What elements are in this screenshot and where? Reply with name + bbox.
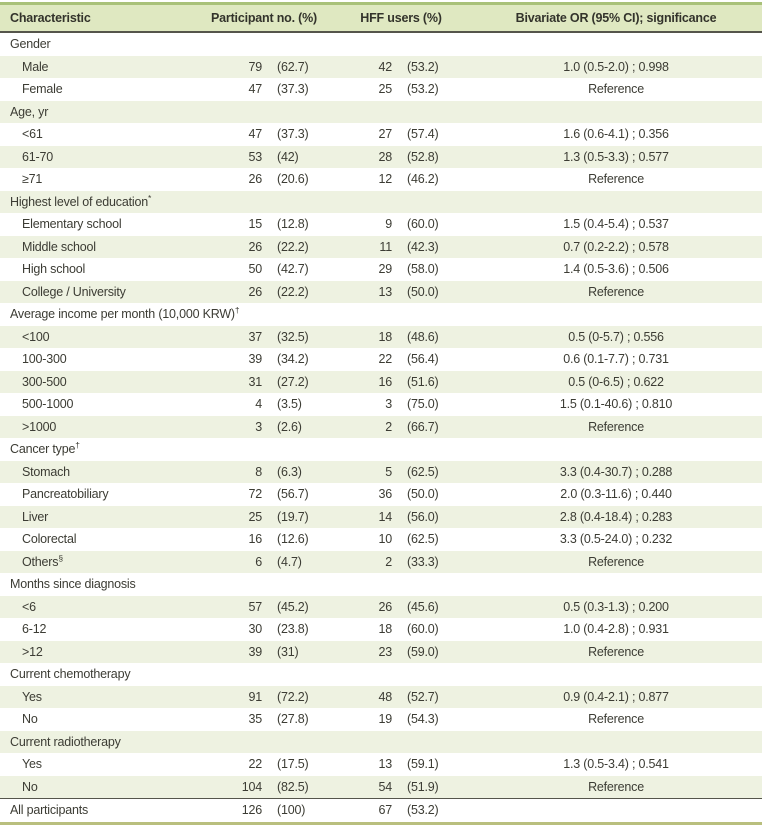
participant-count bbox=[196, 573, 270, 596]
hff-percent: (53.2) bbox=[400, 799, 470, 824]
table-row bbox=[0, 78, 762, 101]
hff-count: 11 bbox=[379, 239, 392, 254]
participant-percent bbox=[270, 731, 332, 754]
participant-percent bbox=[270, 101, 332, 124]
table-row bbox=[0, 641, 762, 664]
row-label: Others§ bbox=[22, 552, 63, 569]
bivariate-or-value: Reference bbox=[588, 284, 644, 299]
table-row bbox=[0, 753, 762, 776]
table-row bbox=[0, 326, 762, 349]
table-row bbox=[0, 506, 762, 529]
participant-count: 50 bbox=[248, 262, 262, 277]
participant-percent: (3.5) bbox=[277, 397, 302, 412]
table-row bbox=[0, 416, 762, 439]
col-header-bivariate-or: Bivariate OR (95% CI); significance bbox=[470, 4, 762, 33]
participant-percent: (6.3) bbox=[277, 464, 302, 479]
bivariate-or-value: Reference bbox=[588, 82, 644, 97]
bivariate-or-value bbox=[470, 731, 762, 754]
participant-percent: (82.5) bbox=[277, 779, 309, 794]
row-label: Highest level of education* bbox=[10, 192, 152, 209]
row-label: Colorectal bbox=[22, 532, 77, 547]
bivariate-or-value: 3.3 (0.5-24.0) ; 0.232 bbox=[559, 532, 673, 547]
row-label: Current chemotherapy bbox=[10, 667, 131, 682]
row-label: No bbox=[22, 779, 38, 794]
hff-count: 54 bbox=[378, 779, 392, 794]
participant-count: 47 bbox=[248, 127, 262, 142]
hff-count: 42 bbox=[378, 59, 392, 74]
participant-count bbox=[196, 191, 270, 214]
hff-count bbox=[332, 438, 400, 461]
table-row bbox=[0, 686, 762, 709]
hff-percent bbox=[400, 573, 470, 596]
hff-count: 27 bbox=[378, 127, 392, 142]
hff-count bbox=[332, 303, 400, 326]
row-label: Female bbox=[22, 82, 63, 97]
hff-count bbox=[332, 191, 400, 214]
table-row bbox=[0, 393, 762, 416]
table-row bbox=[0, 708, 762, 731]
table-row bbox=[0, 371, 762, 394]
participant-count bbox=[196, 731, 270, 754]
category-row bbox=[0, 303, 762, 326]
participant-percent bbox=[270, 438, 332, 461]
participant-count: 126 bbox=[196, 799, 270, 824]
row-label: <6 bbox=[22, 599, 36, 614]
row-label: Age, yr bbox=[10, 104, 49, 119]
participant-percent: (37.3) bbox=[277, 127, 309, 142]
footnote-marker: § bbox=[58, 552, 63, 563]
table-row bbox=[0, 146, 762, 169]
participant-percent: (37.3) bbox=[277, 82, 309, 97]
hff-percent: (42.3) bbox=[407, 239, 439, 254]
hff-percent: (54.3) bbox=[407, 712, 439, 727]
participant-count: 16 bbox=[248, 532, 262, 547]
participant-percent: (72.2) bbox=[277, 689, 309, 704]
hff-percent bbox=[400, 191, 470, 214]
row-label: College / University bbox=[22, 284, 126, 299]
bivariate-or-value: 1.3 (0.5-3.4) ; 0.541 bbox=[563, 757, 669, 772]
bivariate-or-value: Reference bbox=[588, 554, 644, 569]
bivariate-or-value: 0.7 (0.2-2.2) ; 0.578 bbox=[563, 239, 669, 254]
row-label: Liver bbox=[22, 509, 49, 524]
row-label: Current radiotherapy bbox=[10, 734, 121, 749]
category-row bbox=[0, 573, 762, 596]
participant-percent: (12.8) bbox=[277, 217, 309, 232]
row-label: Yes bbox=[22, 757, 42, 772]
table-row bbox=[0, 348, 762, 371]
participant-count: 8 bbox=[255, 464, 262, 479]
hff-percent: (56.0) bbox=[407, 509, 439, 524]
bivariate-or-value: Reference bbox=[588, 644, 644, 659]
table-row bbox=[0, 776, 762, 799]
bivariate-or-value: 0.5 (0-6.5) ; 0.622 bbox=[568, 374, 664, 389]
hff-count: 13 bbox=[378, 757, 392, 772]
row-label: Male bbox=[22, 59, 49, 74]
hff-percent: (48.6) bbox=[407, 329, 439, 344]
row-label: Stomach bbox=[22, 464, 70, 479]
participant-count: 4 bbox=[255, 397, 262, 412]
table-row bbox=[0, 596, 762, 619]
participant-count: 91 bbox=[248, 689, 262, 704]
hff-count: 36 bbox=[378, 487, 392, 502]
bivariate-or-value: 1.4 (0.5-3.6) ; 0.506 bbox=[563, 262, 669, 277]
hff-percent: (45.6) bbox=[407, 599, 439, 614]
participant-count: 6 bbox=[255, 554, 262, 569]
bivariate-or-value: Reference bbox=[588, 779, 644, 794]
row-label: <100 bbox=[22, 329, 50, 344]
hff-percent: (57.4) bbox=[407, 127, 439, 142]
bivariate-or-value bbox=[470, 191, 762, 214]
hff-count: 67 bbox=[332, 799, 400, 824]
col-header-hff-users: HFF users (%) bbox=[332, 4, 470, 33]
participant-percent: (62.7) bbox=[277, 59, 309, 74]
row-label: Pancreatobiliary bbox=[22, 487, 109, 502]
hff-count: 28 bbox=[378, 149, 392, 164]
hff-count: 12 bbox=[378, 172, 392, 187]
row-label: Gender bbox=[10, 37, 51, 52]
hff-percent: (56.4) bbox=[407, 352, 439, 367]
participant-percent: (4.7) bbox=[277, 554, 302, 569]
hff-count: 18 bbox=[378, 622, 392, 637]
participant-count: 39 bbox=[248, 644, 262, 659]
table-row bbox=[0, 258, 762, 281]
participant-count: 57 bbox=[248, 599, 262, 614]
participant-percent: (23.8) bbox=[277, 622, 309, 637]
bivariate-or-value: 2.0 (0.3-11.6) ; 0.440 bbox=[560, 487, 672, 502]
participant-percent bbox=[270, 32, 332, 56]
hff-percent: (59.1) bbox=[407, 757, 439, 772]
header-row bbox=[0, 4, 762, 33]
hff-count: 9 bbox=[385, 217, 392, 232]
category-row bbox=[0, 663, 762, 686]
participant-percent bbox=[270, 191, 332, 214]
participant-percent: (42) bbox=[277, 149, 299, 164]
table-row bbox=[0, 168, 762, 191]
row-label: High school bbox=[22, 262, 86, 277]
hff-count: 2 bbox=[385, 554, 392, 569]
participant-percent: (56.7) bbox=[277, 487, 309, 502]
row-label: Yes bbox=[22, 689, 42, 704]
hff-percent: (75.0) bbox=[407, 397, 439, 412]
bivariate-or-value bbox=[470, 32, 762, 56]
participant-count: 26 bbox=[248, 284, 262, 299]
hff-percent: (33.3) bbox=[407, 554, 439, 569]
participant-percent: (17.5) bbox=[277, 757, 309, 772]
participant-count: 39 bbox=[248, 352, 262, 367]
bivariate-or-value: 0.6 (0.1-7.7) ; 0.731 bbox=[563, 352, 669, 367]
hff-percent: (60.0) bbox=[407, 622, 439, 637]
bivariate-or-value bbox=[470, 101, 762, 124]
hff-count: 5 bbox=[385, 464, 392, 479]
table-body bbox=[0, 32, 762, 823]
table-row bbox=[0, 461, 762, 484]
bivariate-or-value: 2.8 (0.4-18.4) ; 0.283 bbox=[559, 509, 673, 524]
participant-count: 25 bbox=[248, 509, 262, 524]
participant-count: 15 bbox=[248, 217, 262, 232]
hff-count: 26 bbox=[378, 599, 392, 614]
bivariate-or-value: 3.3 (0.4-30.7) ; 0.288 bbox=[559, 464, 673, 479]
participant-count: 22 bbox=[248, 757, 262, 772]
participant-percent bbox=[270, 663, 332, 686]
participant-percent: (12.6) bbox=[277, 532, 309, 547]
table-row bbox=[0, 281, 762, 304]
participant-percent: (34.2) bbox=[277, 352, 309, 367]
hff-percent: (66.7) bbox=[407, 419, 439, 434]
hff-count bbox=[332, 573, 400, 596]
table-header bbox=[0, 4, 762, 33]
row-label: 61-70 bbox=[22, 149, 53, 164]
row-label: 6-12 bbox=[22, 622, 47, 637]
hff-count: 19 bbox=[378, 712, 392, 727]
participant-count: 47 bbox=[248, 82, 262, 97]
bivariate-or-value: 1.0 (0.4-2.8) ; 0.931 bbox=[563, 622, 669, 637]
row-label: All participants bbox=[0, 799, 196, 824]
hff-count bbox=[332, 663, 400, 686]
hff-count: 22 bbox=[378, 352, 392, 367]
row-label: No bbox=[22, 712, 38, 727]
participant-count bbox=[196, 438, 270, 461]
hff-percent bbox=[400, 438, 470, 461]
participant-count: 26 bbox=[248, 239, 262, 254]
bivariate-or-value bbox=[470, 438, 762, 461]
participant-count bbox=[196, 32, 270, 56]
row-label: Months since diagnosis bbox=[10, 577, 136, 592]
row-label: 100-300 bbox=[22, 352, 67, 367]
bivariate-or-value: 0.9 (0.4-2.1) ; 0.877 bbox=[563, 689, 669, 704]
col-header-participants: Participant no. (%) bbox=[196, 4, 332, 33]
col-header-characteristic: Characteristic bbox=[0, 4, 196, 33]
hff-percent bbox=[400, 303, 470, 326]
hff-count: 10 bbox=[378, 532, 392, 547]
hff-count: 13 bbox=[378, 284, 392, 299]
participant-count: 53 bbox=[248, 149, 262, 164]
hff-percent: (50.0) bbox=[407, 284, 439, 299]
participant-count: 26 bbox=[248, 172, 262, 187]
bivariate-or-value bbox=[470, 799, 762, 824]
hff-count bbox=[332, 101, 400, 124]
hff-count: 18 bbox=[378, 329, 392, 344]
footnote-marker: † bbox=[75, 440, 80, 451]
participant-percent: (31) bbox=[277, 644, 299, 659]
category-row bbox=[0, 438, 762, 461]
hff-percent: (62.5) bbox=[407, 464, 439, 479]
bivariate-or-value bbox=[470, 663, 762, 686]
footnote-marker: † bbox=[234, 305, 240, 316]
participant-percent: (27.2) bbox=[277, 374, 309, 389]
participant-count: 37 bbox=[248, 329, 262, 344]
bivariate-or-value: 1.5 (0.1-40.6) ; 0.810 bbox=[559, 397, 673, 412]
table-row bbox=[0, 213, 762, 236]
table-row bbox=[0, 551, 762, 574]
participant-percent: (100) bbox=[270, 799, 332, 824]
bivariate-or-value: 1.3 (0.5-3.3) ; 0.577 bbox=[563, 149, 669, 164]
hff-percent: (53.2) bbox=[407, 82, 439, 97]
row-label: <61 bbox=[22, 127, 43, 142]
hff-count: 2 bbox=[385, 419, 392, 434]
hff-percent: (52.7) bbox=[407, 689, 439, 704]
row-label: Elementary school bbox=[22, 217, 122, 232]
bivariate-or-value: Reference bbox=[588, 172, 644, 187]
row-label: ≥71 bbox=[22, 172, 43, 187]
row-label: >1000 bbox=[22, 419, 57, 434]
table-row bbox=[0, 56, 762, 79]
row-label: Average income per month (10,000 KRW)† bbox=[10, 305, 240, 322]
participant-percent: (19.7) bbox=[277, 509, 309, 524]
participant-percent: (27.8) bbox=[277, 712, 309, 727]
bivariate-or-value: Reference bbox=[588, 712, 644, 727]
hff-percent bbox=[400, 101, 470, 124]
participant-count: 72 bbox=[248, 487, 262, 502]
category-row bbox=[0, 101, 762, 124]
table-row bbox=[0, 618, 762, 641]
participant-percent bbox=[270, 573, 332, 596]
hff-count: 23 bbox=[378, 644, 392, 659]
category-row bbox=[0, 32, 762, 56]
table-row bbox=[0, 483, 762, 506]
bivariate-or-value: 1.0 (0.5-2.0) ; 0.998 bbox=[563, 59, 669, 74]
hff-percent: (60.0) bbox=[407, 217, 439, 232]
bivariate-or-value: 0.5 (0.3-1.3) ; 0.200 bbox=[563, 599, 669, 614]
hff-percent bbox=[400, 663, 470, 686]
hff-count: 25 bbox=[378, 82, 392, 97]
table-row bbox=[0, 528, 762, 551]
hff-percent bbox=[400, 32, 470, 56]
hff-percent: (51.6) bbox=[407, 374, 439, 389]
participant-percent: (22.2) bbox=[277, 239, 309, 254]
row-label: >12 bbox=[22, 644, 43, 659]
hff-percent: (50.0) bbox=[407, 487, 439, 502]
row-label: 300-500 bbox=[22, 374, 67, 389]
participant-count bbox=[196, 101, 270, 124]
hff-percent: (53.2) bbox=[407, 59, 439, 74]
hff-percent: (46.2) bbox=[407, 172, 439, 187]
participant-count bbox=[196, 663, 270, 686]
bivariate-or-value: 1.5 (0.4-5.4) ; 0.537 bbox=[563, 217, 669, 232]
hff-count: 16 bbox=[378, 374, 392, 389]
participant-percent: (45.2) bbox=[277, 599, 309, 614]
characteristics-table bbox=[0, 2, 762, 825]
bivariate-or-value: 0.5 (0-5.7) ; 0.556 bbox=[568, 329, 664, 344]
row-label: Middle school bbox=[22, 239, 96, 254]
participant-count: 35 bbox=[248, 712, 262, 727]
hff-count bbox=[332, 32, 400, 56]
category-row bbox=[0, 731, 762, 754]
hff-count: 29 bbox=[378, 262, 392, 277]
participant-percent: (42.7) bbox=[277, 262, 309, 277]
participant-percent: (22.2) bbox=[277, 284, 309, 299]
bivariate-or-value bbox=[470, 303, 762, 326]
hff-percent: (62.5) bbox=[407, 532, 439, 547]
participant-count: 31 bbox=[248, 374, 262, 389]
participant-percent: (32.5) bbox=[277, 329, 309, 344]
hff-percent: (59.0) bbox=[407, 644, 439, 659]
category-row bbox=[0, 191, 762, 214]
bivariate-or-value: Reference bbox=[588, 419, 644, 434]
hff-percent: (58.0) bbox=[407, 262, 439, 277]
bivariate-or-value bbox=[470, 573, 762, 596]
participant-percent: (2.6) bbox=[277, 419, 302, 434]
hff-count: 14 bbox=[378, 509, 392, 524]
total-row bbox=[0, 799, 762, 824]
participant-count: 30 bbox=[248, 622, 262, 637]
footnote-marker: * bbox=[147, 192, 152, 203]
participant-count: 3 bbox=[255, 419, 262, 434]
row-label: Cancer type† bbox=[10, 440, 80, 457]
participant-count: 79 bbox=[248, 59, 262, 74]
table-row bbox=[0, 236, 762, 259]
participant-percent bbox=[270, 303, 332, 326]
hff-count: 3 bbox=[385, 397, 392, 412]
table-row bbox=[0, 123, 762, 146]
hff-percent bbox=[400, 731, 470, 754]
bivariate-or-value: 1.6 (0.6-4.1) ; 0.356 bbox=[563, 127, 669, 142]
hff-percent: (52.8) bbox=[407, 149, 439, 164]
hff-count bbox=[332, 731, 400, 754]
hff-count: 48 bbox=[378, 689, 392, 704]
participant-percent: (20.6) bbox=[277, 172, 309, 187]
row-label: 500-1000 bbox=[22, 397, 74, 412]
participant-count: 104 bbox=[241, 779, 262, 794]
hff-percent: (51.9) bbox=[407, 779, 439, 794]
